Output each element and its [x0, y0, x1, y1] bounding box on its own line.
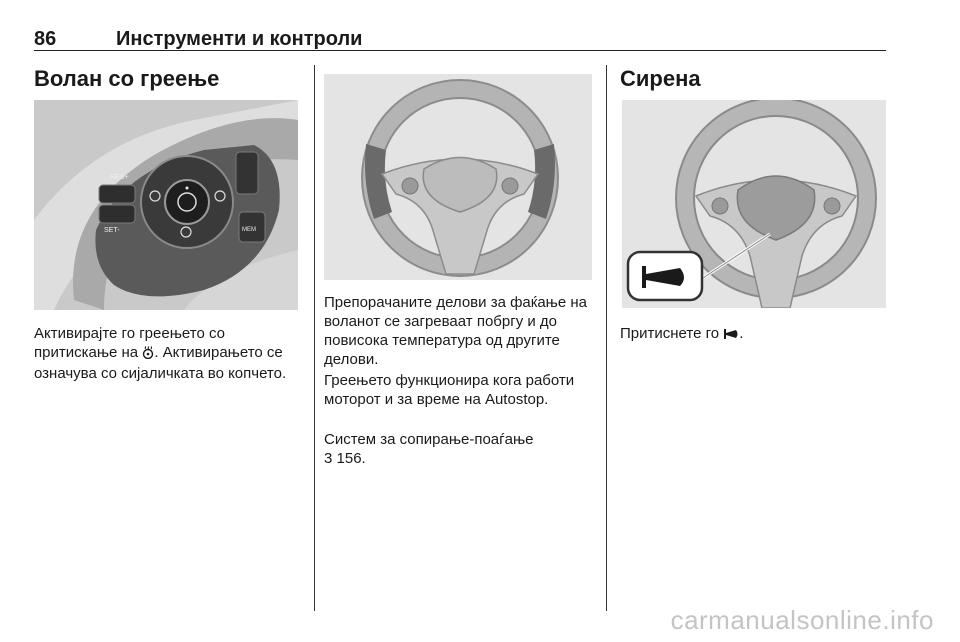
watermark: carmanualsonline.info — [670, 605, 934, 635]
cross-reference-page: 156. — [332, 450, 366, 467]
res-label: RES+ — [110, 174, 129, 181]
section-title-horn: Сирена — [620, 66, 701, 91]
set-label: SET- — [104, 227, 120, 234]
col3-paragraph: Притиснете го . — [620, 324, 886, 345]
horn-icon — [723, 326, 739, 345]
page-header — [34, 28, 886, 51]
col1-paragraph: Активирајте го греењето со притискање на . Активирањето се означува со сијаличката во копчето. — [34, 325, 287, 382]
cross-reference-text: Систем за сопирање-поаѓање — [324, 431, 534, 448]
page-number: 86 — [34, 28, 57, 50]
column-divider-1 — [314, 65, 315, 611]
col2-paragraph-1: Препорачаните делови за фаќање на воланот се загреваат побргу и до повисока температура од другите делови. — [324, 294, 587, 368]
figure-horn-steering-wheel — [622, 100, 886, 308]
column-divider-2 — [606, 65, 607, 611]
figure-steering-wheel-controls — [34, 100, 298, 310]
heated-steering-wheel-icon — [142, 345, 154, 364]
cross-reference-arrow: 3 — [324, 450, 333, 467]
mem-label: MEM — [242, 227, 256, 233]
section-title-heated-wheel: Волан со греење — [34, 66, 220, 91]
col2-paragraph-2: Греењето функционира кога работи моторот и за време на Autostop. — [324, 372, 575, 408]
col2-paragraph-3 — [324, 430, 594, 468]
figure-steering-wheel-grip-zones — [324, 74, 592, 280]
chapter-title: Инструменти и контроли — [116, 28, 363, 50]
